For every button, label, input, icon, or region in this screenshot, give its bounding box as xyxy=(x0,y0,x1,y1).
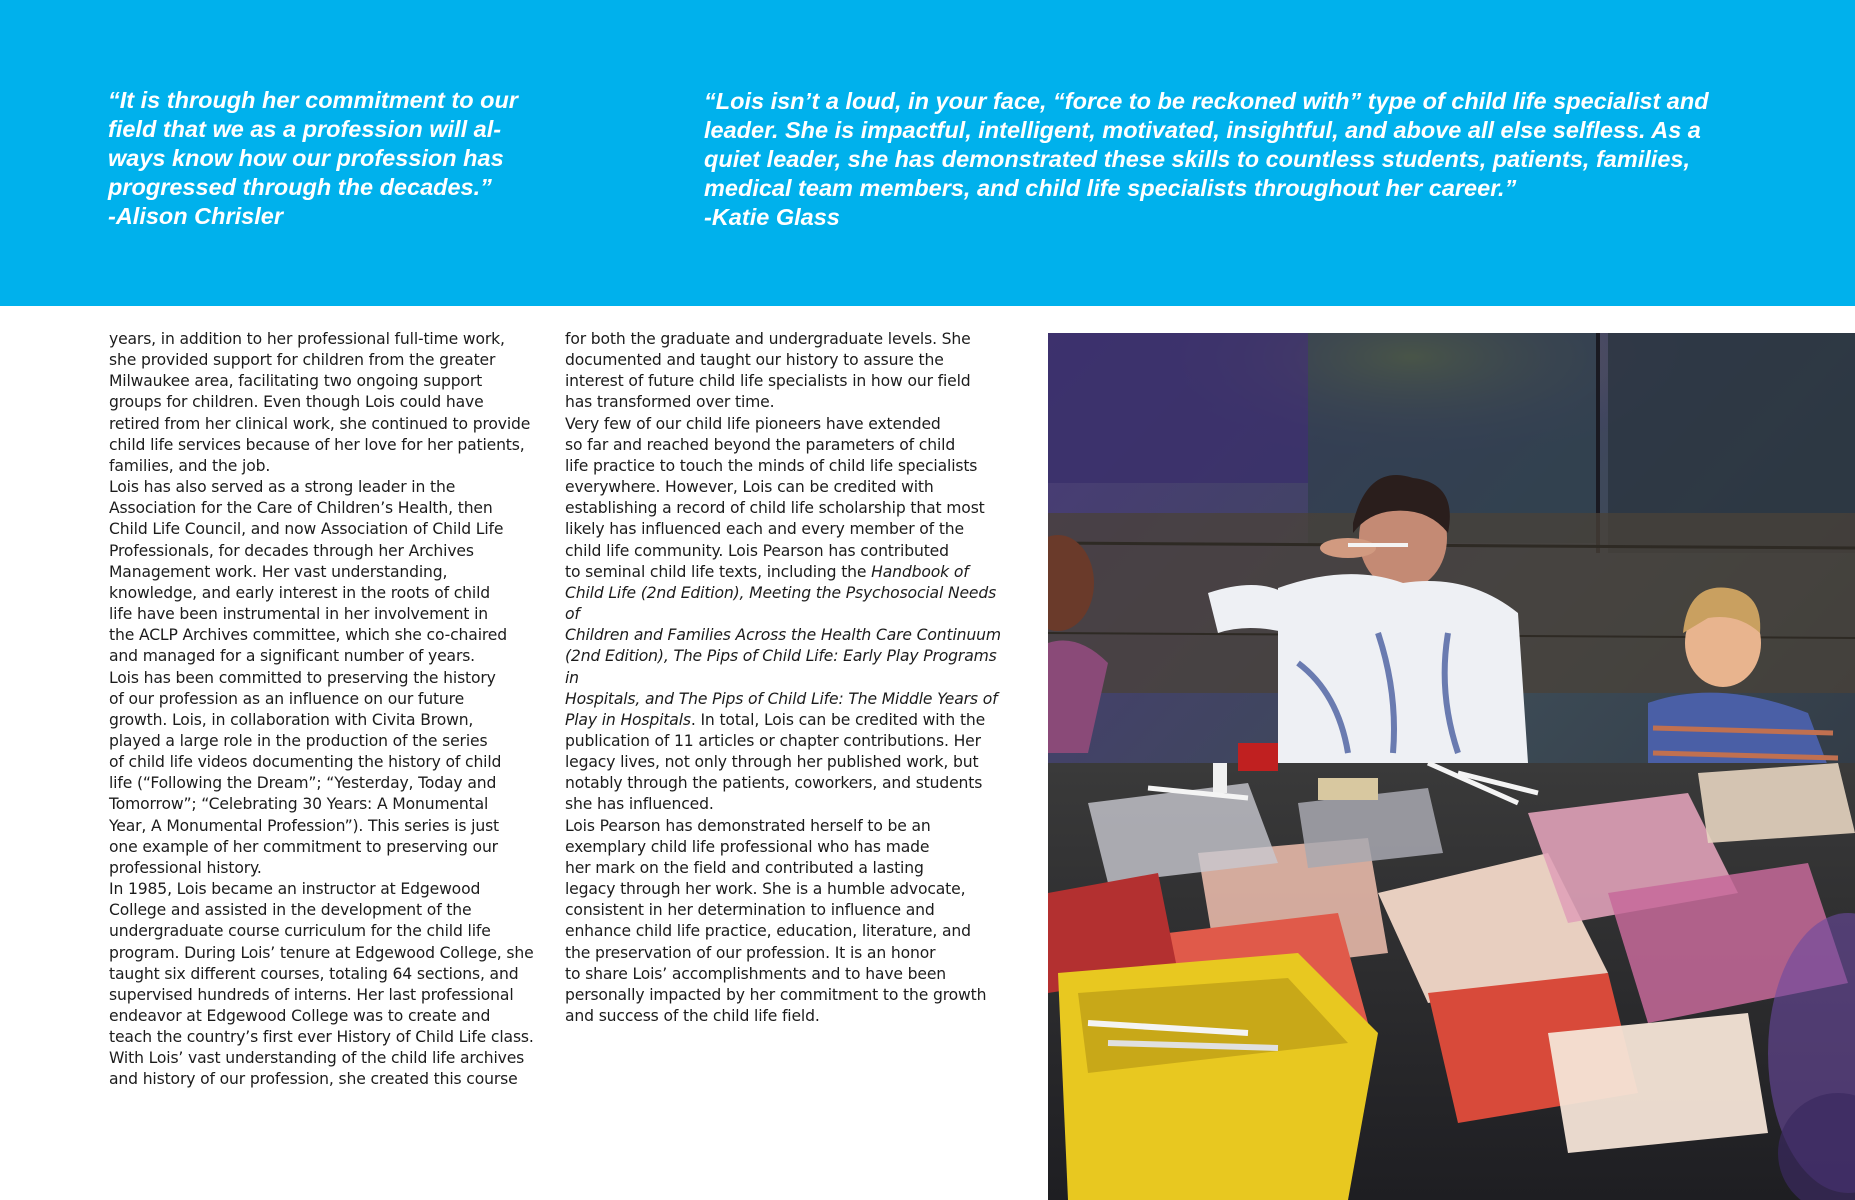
article-text: . In total, Lois can be credited with the publication of 11 articles or chapter contributions. Her legacy lives, not only through her published work, but notably through the patients, coworkers, and students she has influenced. Lois Pearson has demonstrated herself to be an exemplary child life professional who has made her mark on the field and contributed a lasting legacy through her work. She is a humble advocate, consistent in her determination to influence and enhance child life practice, education, literature, and the preservation of our profession. It is an honor to share Lois’ accomplishments and to have been personally impacted by her commitment to the growth and success of the child life field. xyxy=(565,710,987,1025)
pull-quote-text: “Lois isn’t a loud, in your face, “force to be reckoned with” type of child life specialist and leader. She is impactful, intelligent, motivated, insightful, and above all else selfless. As a quiet leader, she has demonstrated these skills to countless students, patients, families, medical team members, and child life specialists throughout her career.” xyxy=(704,88,1709,201)
book-titles: Handbook of Child Life (2nd Edition), Meeting the Psychosocial Needs of Children and Families Across the Health Care Continuum (2nd Edition), The Pips of Child Life: Early Play Programs in Hospitals, and The Pips of Child Life: The Middle Years of Play in Hospitals xyxy=(565,562,1001,729)
article-text: for both the graduate and undergraduate levels. She documented and taught our history to assure the interest of future child life specialists in how our field has transformed over time. Very few of our child life pioneers have extended so far and reached beyond the parameters of child life practice to touch the minds of child life specialists everywhere. However, Lois can be credited with establishing a record of child life scholarship that most likely has influenced each and every member of the child life community. Lois Pearson has contributed to seminal child life texts, including the xyxy=(565,330,985,581)
pull-quote-author: -Alison Chrisler xyxy=(108,203,283,229)
article-column-1: years, in addition to her professional full-time work, she provided support for children from the greater Milwaukee area, facilitating two ongoing support groups for children. Even though Lois could have retired from her clinical work, she continued to provide child life services because of her love for her patients, families, and the job. Lois has also served as a strong leader in the Association for the Care of Children’s Health, then Child Life Council, and now Association of Child Life Professionals, for decades through her Archives Management work. Her vast understanding, knowledge, and early interest in the roots of child life have been instrumental in her involvement in the ACLP Archives committee, which she co-chaired and managed for a significant number of years. Lois has been committed to preserving the history of our profession as an influence on our future growth. Lois, in collaboration with Civita Brown, played a large role in the production of the series of child life videos documenting the history of child life (“Following the Dream”; “Yesterday, Today and Tomorrow”; “Celebrating 30 Years: A Monumental Year, A Monumental Profession”). This series is just one example of her commitment to preserving our professional history. In 1985, Lois became an instructor at Edgewood College and assisted in the development of the undergraduate course curriculum for the child life program. During Lois’ tenure at Edgewood College, she taught six different courses, totaling 64 sections, and supervised hundreds of interns. Her last professional endeavor at Edgewood College was to create and teach the country’s first ever History of Child Life class. With Lois’ vast understanding of the child life archives and history of our profession, she created this course xyxy=(109,330,534,1089)
vintage-photo xyxy=(1048,333,1855,1200)
pull-quote-author: -Katie Glass xyxy=(704,204,840,230)
photo-illustration-icon xyxy=(1048,333,1855,1200)
quote-banner xyxy=(0,0,1855,306)
pull-quote-katie-glass xyxy=(704,87,1784,232)
pull-quote-alison-chrisler xyxy=(108,86,578,231)
pull-quote-text: “It is through her commitment to our field that we as a profession will al- ways know how our profession has progressed through the decades.” xyxy=(108,87,518,200)
article-column-2 xyxy=(565,329,1005,1027)
